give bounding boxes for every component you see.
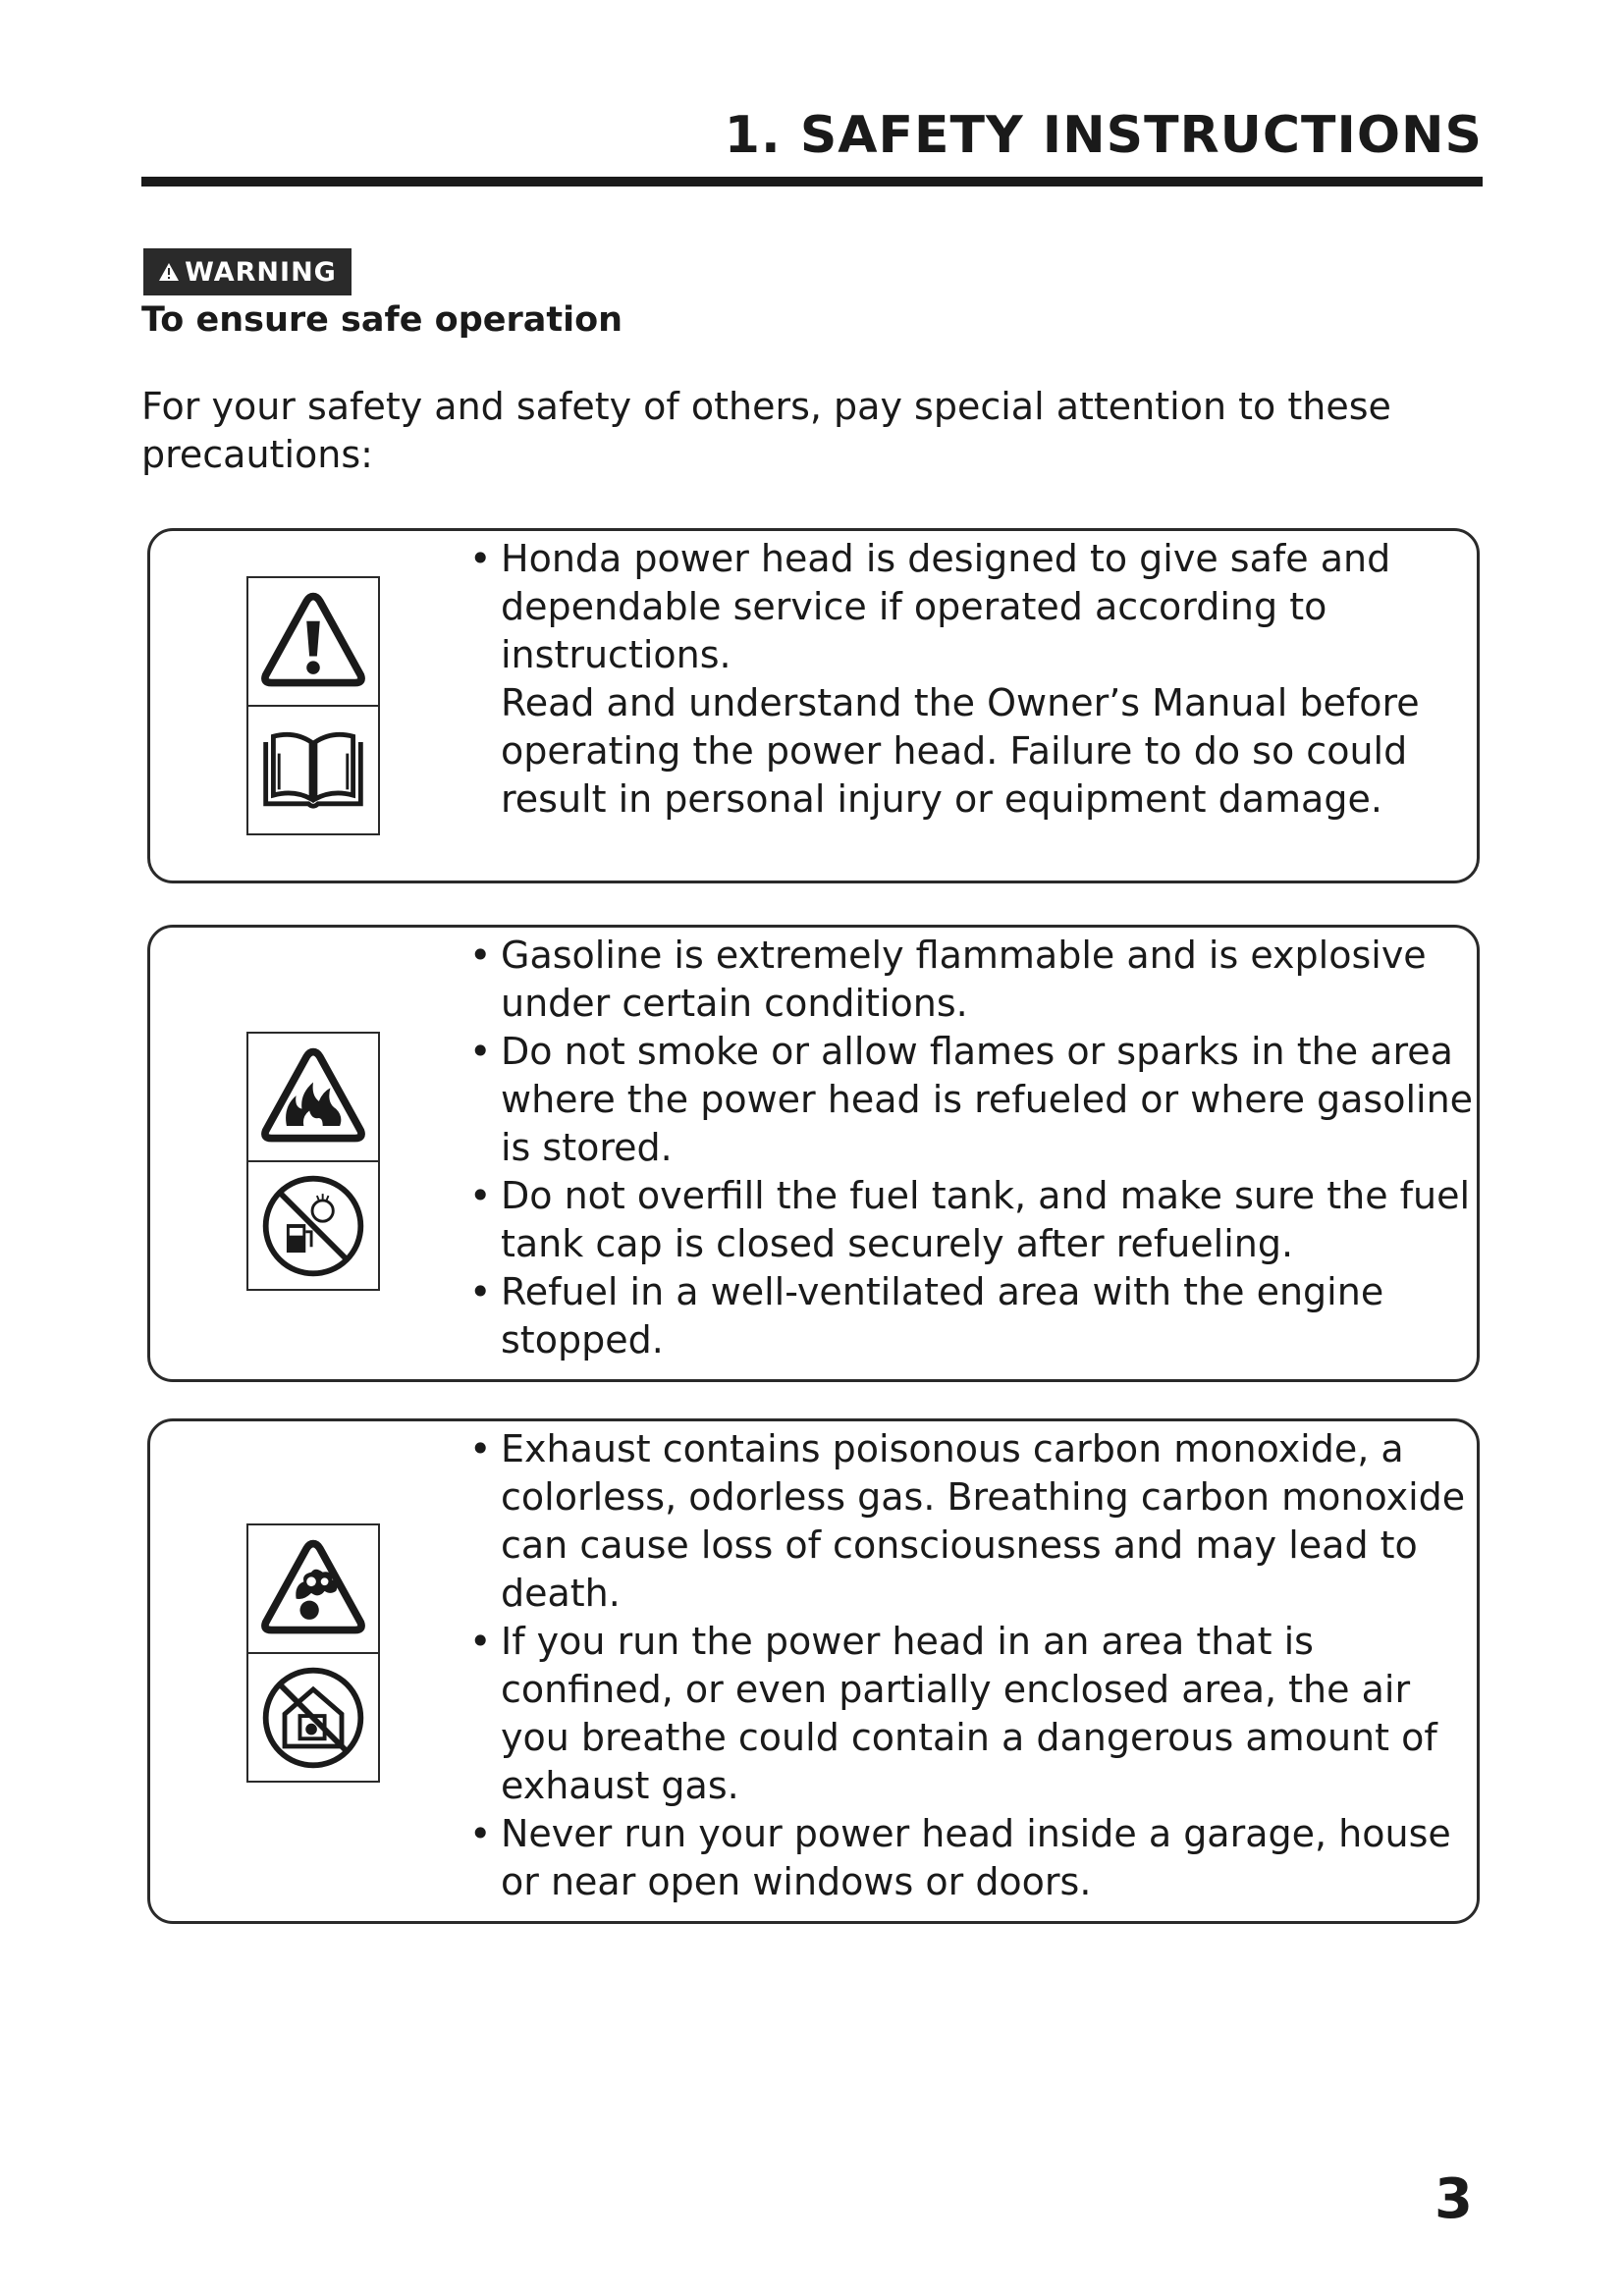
bullet-paragraph: • Honda power head is designed to give safe and dependable service if operated according to instructions. — [501, 537, 1391, 676]
list-item: • Never run your power head inside a garage, house or near open windows or doors. — [469, 1810, 1477, 1906]
owners-manual-book-icon — [248, 705, 378, 833]
pictogram-stack — [246, 576, 380, 835]
title-rule — [141, 177, 1483, 187]
safety-panel-gasoline — [147, 925, 1480, 1382]
safety-panel-manual — [147, 528, 1480, 883]
no-smoking-refuel-icon — [248, 1160, 378, 1289]
carbon-monoxide-warning-icon — [248, 1525, 378, 1652]
warning-triangle-icon — [158, 262, 180, 282]
list-item: • If you run the power head in an area that is confined, or even partially enclosed area, the air you breathe could contain a dangerous amount of exhaust gas. — [469, 1618, 1477, 1810]
page-title: 1. SAFETY INSTRUCTIONS — [724, 106, 1483, 165]
list-item — [469, 535, 1477, 824]
flammable-fire-warning-icon — [248, 1034, 378, 1160]
warning-badge-label: WARNING — [185, 256, 337, 288]
panel-3-bullets — [469, 1425, 1477, 1906]
warning-subheading: To ensure safe operation — [141, 300, 623, 340]
bullet-paragraph: Read and understand the Owner’s Manual before operating the power head. Failure to do so could result in personal injury or equipment damage. — [501, 681, 1420, 821]
list-item: • Do not smoke or allow flames or sparks in the area where the power head is refueled or where gasoline is stored. — [469, 1028, 1477, 1172]
pictogram-stack — [246, 1032, 380, 1291]
safety-panel-exhaust — [147, 1418, 1480, 1924]
list-item: • Do not overfill the fuel tank, and make sure the fuel tank cap is closed securely after refueling. — [469, 1172, 1477, 1268]
intro-text: For your safety and safety of others, pay special attention to these precautions: — [141, 385, 1391, 476]
no-indoor-operation-icon — [248, 1652, 378, 1781]
warning-exclamation-icon — [248, 578, 378, 705]
list-item: • Gasoline is extremely flammable and is explosive under certain conditions. — [469, 932, 1477, 1028]
panel-1-bullets — [469, 535, 1477, 824]
pictogram-stack — [246, 1523, 380, 1783]
page-number: 3 — [1435, 2167, 1473, 2231]
panel-2-bullets — [469, 932, 1477, 1364]
list-item: • Refuel in a well-ventilated area with the engine stopped. — [469, 1268, 1477, 1364]
list-item: • Exhaust contains poisonous carbon monoxide, a colorless, odorless gas. Breathing carbon monoxide can cause loss of consciousness and may lead to death. — [469, 1425, 1477, 1618]
warning-badge — [143, 248, 352, 295]
